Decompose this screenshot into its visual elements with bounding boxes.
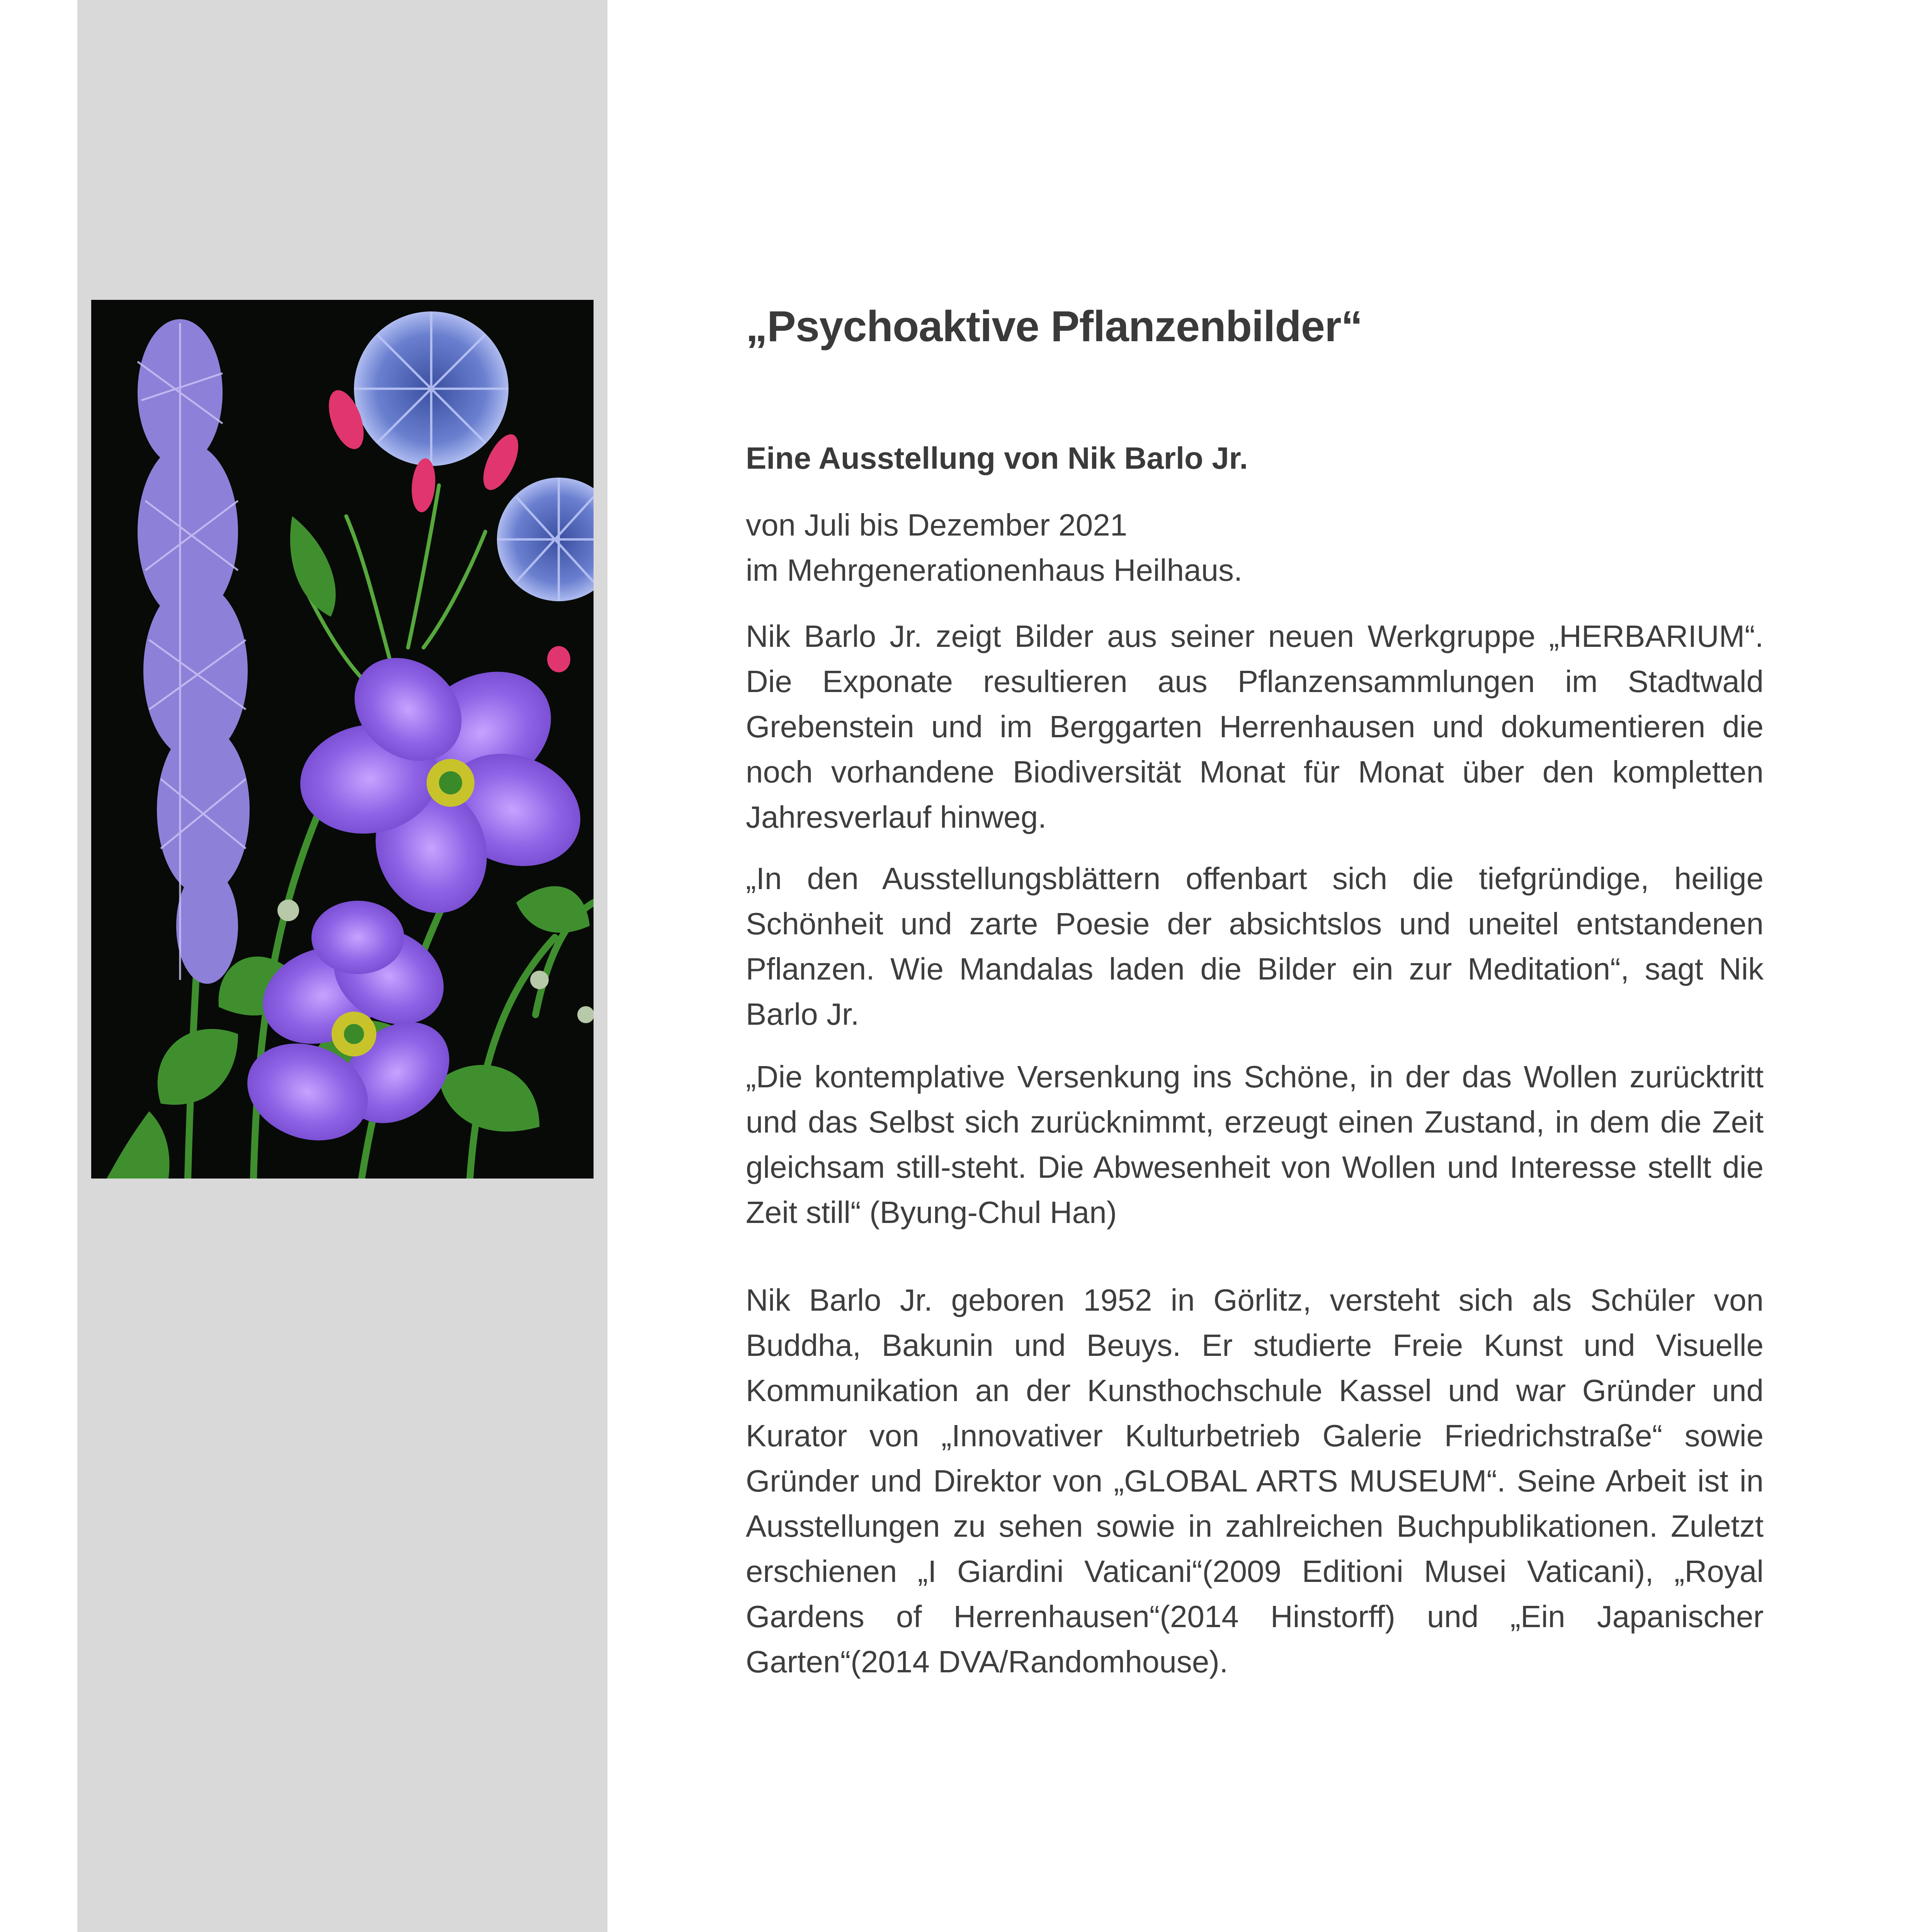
han-quote-paragraph: „Die kontemplative Versenkung ins Schöne, in der das Wollen zurücktritt und das Selbst sich zurücknimmt, erzeugt einen Zustand, in dem die Zeit gleichsam still-steht. Die Abwesenheit von Wollen und Interesse stellt die Zeit still“ (Byung-Chul Han)	[746, 1060, 1764, 1230]
dates-line: von Juli bis Dezember 2021	[746, 508, 1128, 542]
flower-photograph	[91, 300, 594, 1179]
exhibition-dates	[746, 502, 1764, 593]
biography-paragraph: Nik Barlo Jr. geboren 1952 in Görlitz, versteht sich als Schüler von Buddha, Bakunin und Beuys. Er studierte Freie Kunst und Visuelle Kommunikation an der Kunsthochschule Kassel und war Gründer und Kurator von „Innovativer Kulturbetrieb Galerie Friedrichstraße“ sowie Gründer und Direktor von „GLOBAL ARTS MUSEUM“. Seine Arbeit ist in Ausstellungen zu sehen sowie in zahlreichen Buchpublikationen. Zuletzt erschienen „I Giardini Vaticani“(2009 Editioni Musei Vaticani), „Royal Gardens of Herrenhausen“(2014 Hinstorff) und „Ein Japanischer Garten“(2014 DVA/Randomhouse).	[746, 1283, 1764, 1679]
page-title: „Psychoaktive Pflanzenbilder“	[746, 302, 1362, 350]
intro-paragraph: Nik Barlo Jr. zeigt Bilder aus seiner neuen Werkgruppe „HERBARIUM“. Die Exponate resultieren aus Pflanzensammlungen im Stadtwald Grebenstein und im Berggarten Herrenhausen und dokumentieren die noch vorhandene Biodiversität Monat für Monat über den kompletten Jahresverlauf hinweg.	[746, 619, 1764, 834]
exhibition-subtitle: Eine Ausstellung von Nik Barlo Jr.	[746, 441, 1248, 475]
venue-line: im Mehrgenerationenhaus Heilhaus.	[746, 553, 1243, 587]
artist-quote-paragraph: „In den Ausstellungsblättern offenbart sich die tiefgründige, heilige Schönheit und zarte Poesie der absichtslos und uneitel entstandenen Pflanzen. Wie Mandalas laden die Bilder ein zur Meditation“, sagt Nik Barlo Jr.	[746, 861, 1764, 1031]
